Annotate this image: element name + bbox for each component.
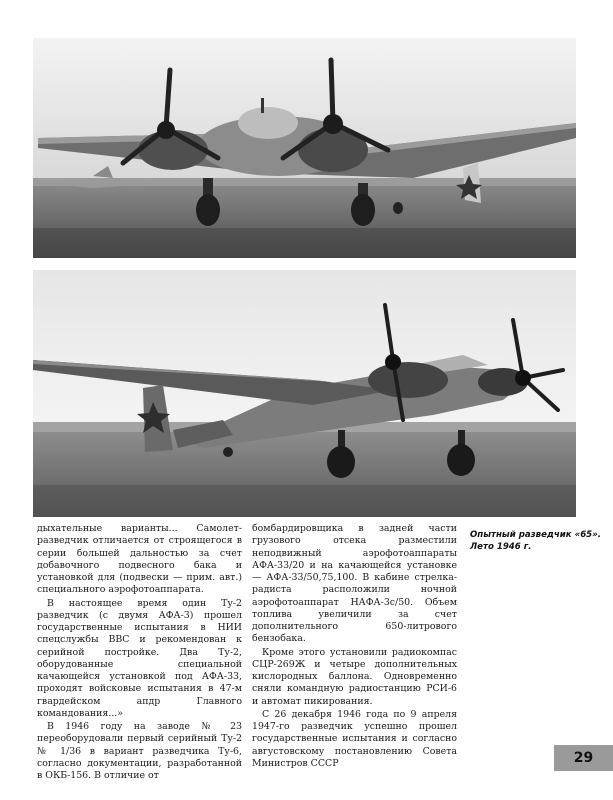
paragraph: бомбардировщика в задней части грузового отсека разместили неподвижный аэрофотоаппараты АФА-33/20 и на качающейся установке — АФА-33/50,75,100. В кабине стрелка-радиста расположили ночной аэрофотоаппарат НАФА-3с/50. Объем топлива увеличили за счет дополнительного 650-литрового бензобака. bbox=[252, 523, 457, 645]
tu-2-aircraft-side-view-photo-icon bbox=[33, 270, 576, 517]
caption-line-2: Лето 1946 г. bbox=[470, 542, 532, 552]
tu-2-aircraft-front-view-photo-icon bbox=[33, 38, 576, 258]
text-column-2 bbox=[252, 523, 457, 770]
paragraph: Кроме этого установили радиокомпас СЦР-269Ж и четыре дополнительных кислородных баллона. Одновременно сняли командную радиостанцию РСИ-6 и автомат пикирования. bbox=[252, 646, 457, 707]
paragraph: В настоящее время один Ту-2 разведчик (с двумя АФА-3) прошел государственные испытания в НИИ спецслужбы ВВС и рекомендован к серийной постройке. Два Ту-2, оборудованные специальной качающейся установкой под АФА-33, проходят войсковые испытания в 47-м гвардейском апдр Главного командования...» bbox=[37, 597, 242, 719]
paragraph: В 1946 году на заводе № 23 переоборудовали первый серийный Ту-2 № 1/36 в вариант разведчика Ту-6, согласно документации, разработанной в ОКБ-156. В отличие от bbox=[37, 721, 242, 781]
paragraph: дыхательные варианты... Самолет-разведчик отличается от строящегося в серии большей дальностью за счет добавочного подвесного бака и установкой для (подвески — прим. авт.) специального аэрофотоаппарата. bbox=[37, 523, 242, 596]
page-number-box bbox=[554, 745, 613, 771]
photo-caption bbox=[470, 529, 602, 553]
caption-line-1: Опытный разведчик «65». bbox=[470, 530, 602, 540]
aircraft-photo-top bbox=[33, 38, 576, 258]
paragraph: С 26 декабря 1946 года по 9 апреля 1947-го разведчик успешно прошел государственные испытания и согласно августовскому постановлению Совета Министров СССР bbox=[252, 708, 457, 769]
aircraft-photo-bottom bbox=[33, 270, 576, 517]
page-number: 29 bbox=[573, 750, 594, 766]
text-column-1 bbox=[37, 523, 242, 782]
